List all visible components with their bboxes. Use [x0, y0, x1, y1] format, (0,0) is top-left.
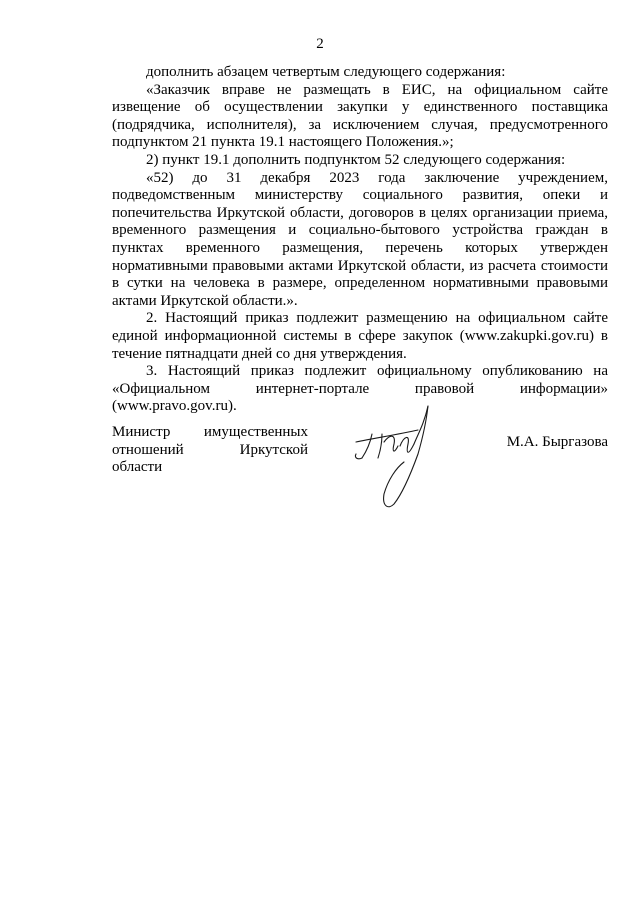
handwritten-signature	[348, 394, 458, 514]
paragraph-point-2: 2) пункт 19.1 дополнить подпунктом 52 следующего содержания:	[146, 151, 566, 168]
document-body	[112, 64, 608, 416]
paragraph-item-2-publication: 2. Настоящий приказ подлежит размещению на официальном сайте единой информационной системы в сфере закупок (www.zakupki.gov.ru) в течение пятнадцати дней со дня утверждения.	[112, 310, 608, 362]
paragraph-subpoint-52: «52) до 31 декабря 2023 года заключение учреждением, подведомственным министерству социального развития, опеки и попечительства Иркутской области, договоров в целях организации приема, временного размещения и социально-бытового устройства граждан в пунктах временного размещения, перечень которых утвержден нормативными правовыми актами Иркутской области, из расчета стоимости в сутки на человека в размере, определенном нормативными правовыми актами Иркутской области.».	[112, 169, 608, 309]
paragraph-item-3-official-publication: 3. Настоящий приказ подлежит официальному опубликованию на «Официальном интернет-портале правовой информации» (www.pravo.gov.ru).	[112, 363, 608, 415]
page-number: 2	[316, 36, 324, 52]
signatory-name: М.А. Быргазова	[506, 434, 608, 450]
signatory-title	[112, 424, 308, 477]
signatory-title-line-1: Министр имущественных	[112, 424, 308, 440]
paragraph-intro: дополнить абзацем четвертым следующего содержания:	[146, 64, 506, 80]
paragraph-quote-customer: «Заказчик вправе не размещать в ЕИС, на официальном сайте извещение об осуществлении закупки у единственного поставщика (подрядчика, исполнителя), за исключением случая, предусмотренного подпунктом 21 пункта 19.1 настоящего Положения.»;	[112, 81, 608, 151]
signatory-title-line-2: отношений Иркутской области	[112, 441, 308, 476]
signature-block	[112, 424, 608, 534]
